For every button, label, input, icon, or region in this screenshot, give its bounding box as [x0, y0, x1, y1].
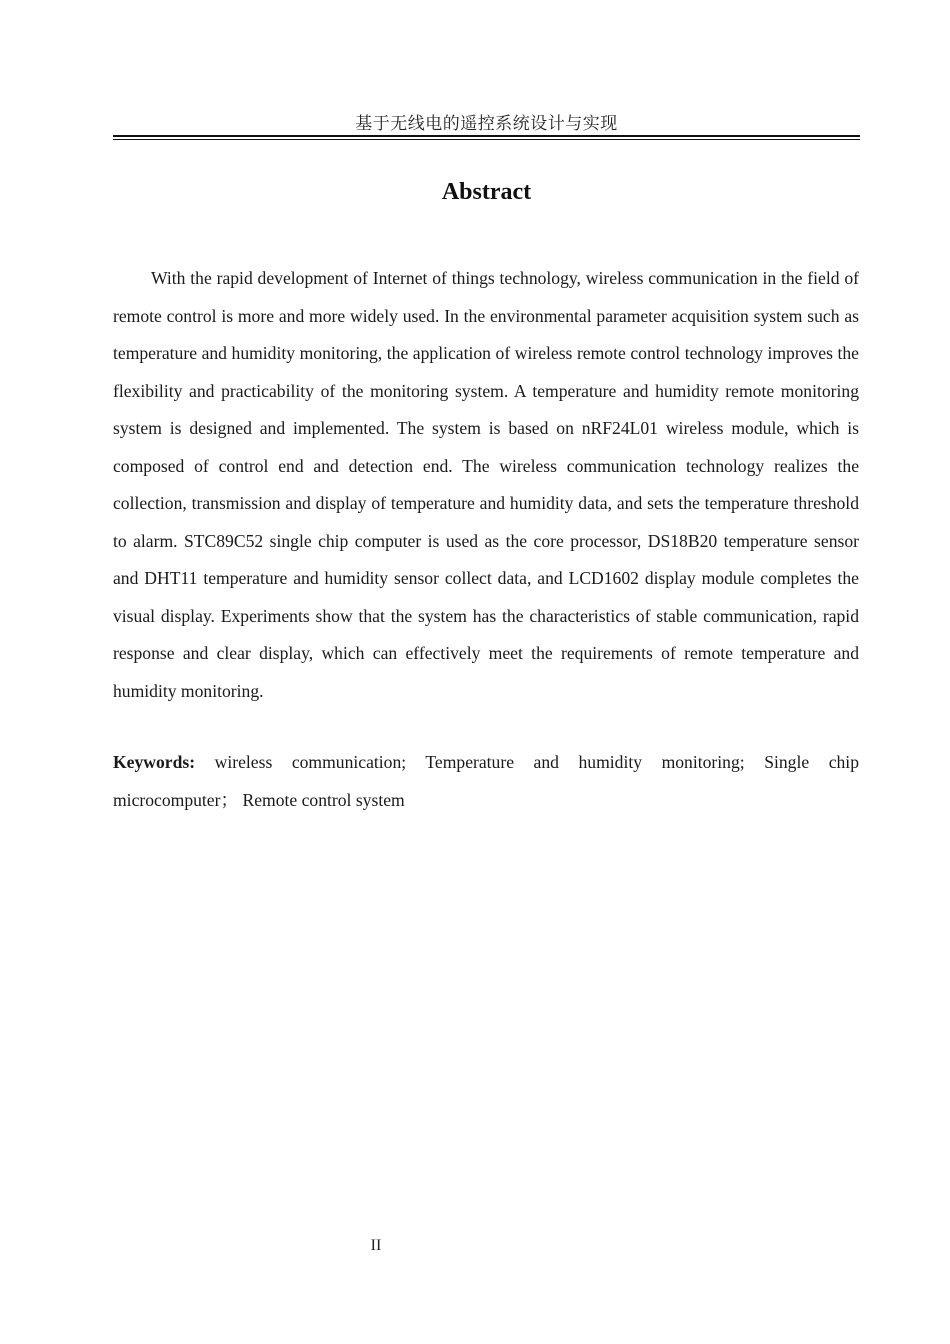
- keywords-label: Keywords:: [113, 752, 196, 772]
- header-rule-thin: [113, 139, 860, 140]
- keywords-line: [113, 744, 859, 819]
- running-header-title: 基于无线电的遥控系统设计与实现: [355, 114, 618, 134]
- abstract-paragraph: With the rapid development of Internet of things technology, wireless communication in the field of remote control is more and more widely used. In the environmental parameter acquisition system such as temperature and humidity monitoring, the application of wireless remote control technology improves the flexibility and practicability of the monitoring system. A temperature and humidity remote monitoring system is designed and implemented. The system is based on nRF24L01 wireless module, which is composed of control end and detection end. The wireless communication technology realizes the collection, transmission and display of temperature and humidity data, and sets the temperature threshold to alarm. STC89C52 single chip computer is used as the core processor, DS18B20 temperature sensor and DHT11 temperature and humidity sensor collect data, and LCD1602 display module completes the visual display. Experiments show that the system has the characteristics of stable communication, rapid response and clear display, which can effectively meet the requirements of remote temperature and humidity monitoring.: [113, 268, 859, 701]
- page-number: II: [370, 1237, 382, 1254]
- header-rule-thick: [113, 135, 860, 137]
- abstract-heading: Abstract: [441, 179, 532, 205]
- keywords-text: wireless communication; Temperature and humidity monitoring; Single chip microcomputer； Remote control system: [113, 752, 859, 810]
